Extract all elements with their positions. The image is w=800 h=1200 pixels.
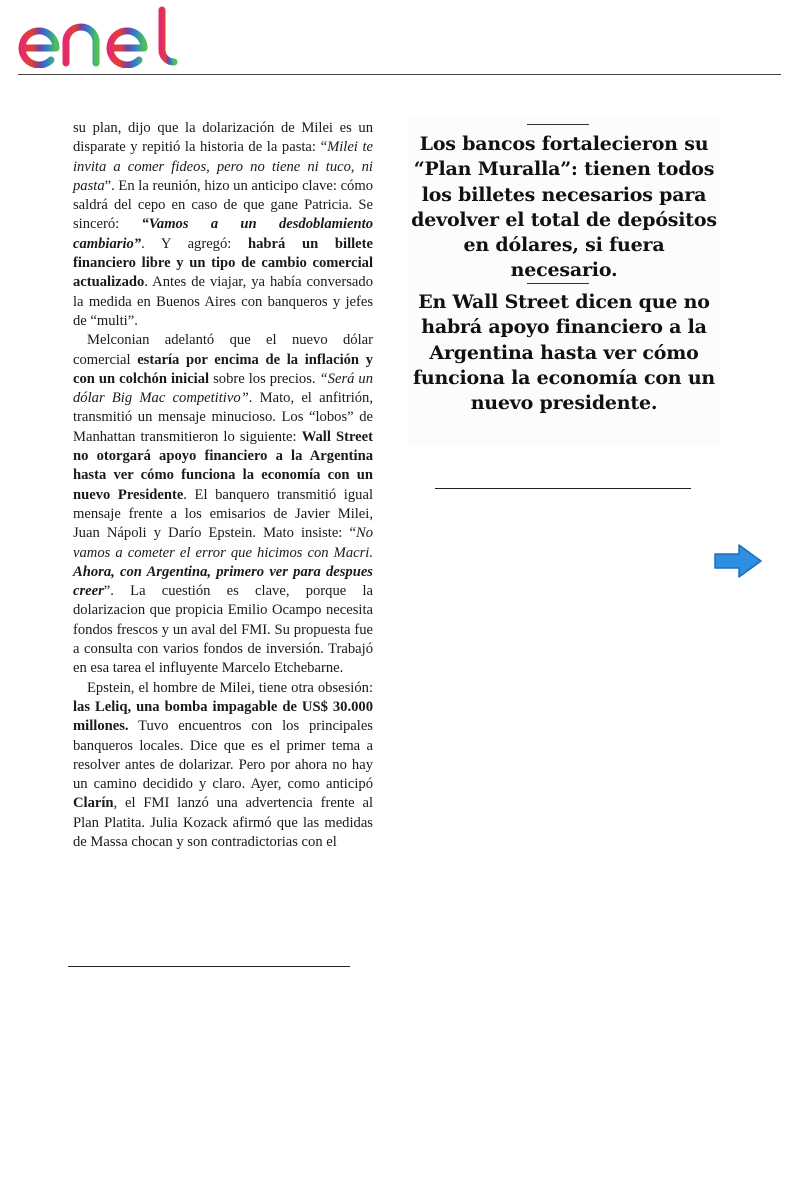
pull-quote: En Wall Street dicen que no habrá apoyo financiero a la Argentina hasta ver cómo funciona la economía con un nuevo presidente. xyxy=(412,291,716,415)
column-end-rule xyxy=(68,966,350,967)
pull-quote-divider xyxy=(527,124,589,125)
pull-quote: Los bancos fortalecieron su “Plan Muralla”: tienen todos los billetes necesarios para devolver el total de depósitos en dólares, si fuera necesario. xyxy=(411,133,717,282)
article-paragraph: su plan, dijo que la dolarización de Milei es un disparate y repitió la historia de la pasta: “Milei te invita a comer fideos, pero no tiene ni tuco, ni pasta”. En la reunión, hizo un anticipo clave: cómo saldrá del cepo en caso de que gane Patricia. Se sinceró: “Vamos a un desdoblamiento cambiario”. Y agregó: habrá un billete financiero libre y un tipo de cambio comercial actualizado. Antes de viajar, ya había conversado la medida en Buenos Aires con banqueros y jefes de “multi”. xyxy=(73,120,374,329)
article-paragraph: Epstein, el hombre de Milei, tiene otra obsesión: las Leliq, una bomba impagable de US$ 30.000 millones. Tuvo encuentros con los principales banqueros locales. Dice que es el primer tema a resolver antes de dolarizar. Pero por ahora no hay un camino decidido y claro. Ayer, como anticipó Clarín, el FMI lanzó una advertencia frente al Plan Platita. Julia Kozack afirmó que las medidas de Massa chocan y son contradictorias con el xyxy=(73,679,373,850)
pull-quote-divider xyxy=(527,283,589,284)
arrow-right-icon[interactable] xyxy=(712,542,764,580)
header-divider xyxy=(18,74,781,75)
article-paragraph: Melconian adelantó que el nuevo dólar comercial estaría por encima de la inflación y con un colchón inicial sobre los precios. “Será un dólar Big Mac competitivo”. Mato, el anfitrión, transmitió un mensaje minucioso. Los “lobos” de Manhattan transmitieron lo siguiente: Wall Street no otorgará apoyo financiero a la Argentina hasta ver cómo funciona la economía con un nuevo Presidente. El banquero transmitió igual mensaje frente a los emisarios de Javier Milei, Juan Nápoli y Darío Epstein. Mato insiste: “No vamos a cometer el error que hicimos con Macri. Ahora, con Argentina, primero ver para despues creer”. La cuestión es clave, porque la dolarizacion que propicia Emilio Ocampo necesita fondos frescos y un aval del FMI. Su propuesta fue a consulta con varios fondos de inversión. Trabajó en esa tarea el influyente Marcelo Etchebarne. xyxy=(73,332,374,677)
enel-logo xyxy=(18,4,188,68)
article-body xyxy=(73,119,373,852)
sidebar-end-rule xyxy=(435,488,691,489)
